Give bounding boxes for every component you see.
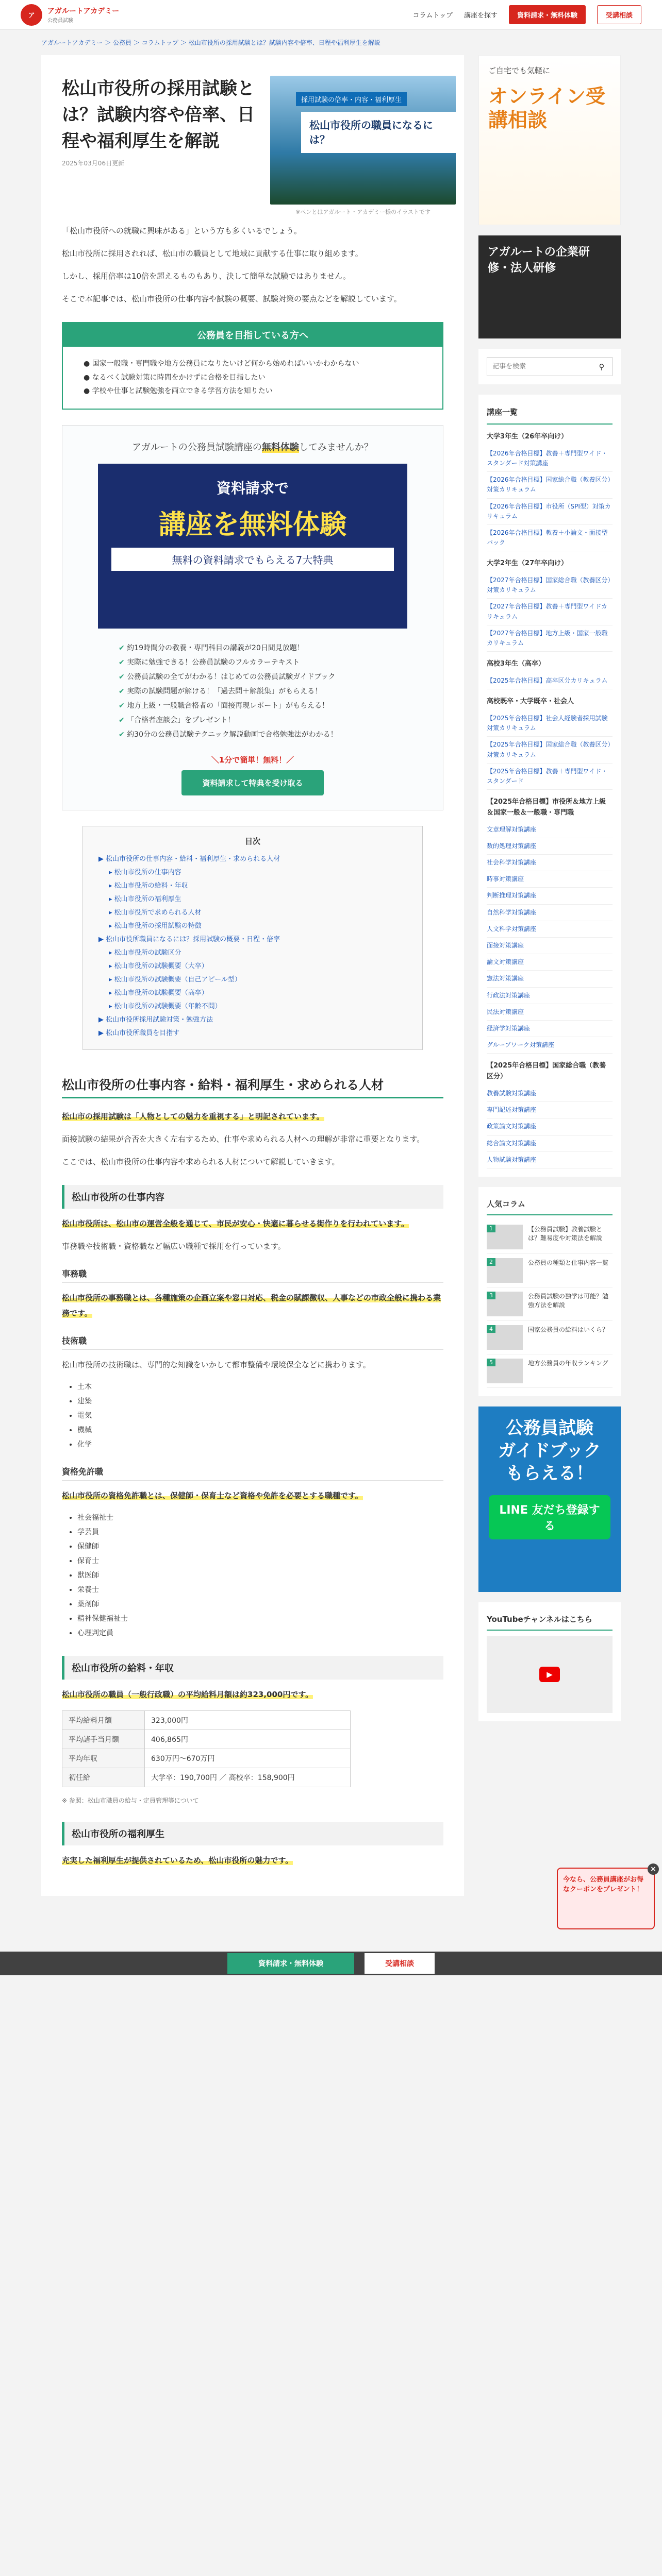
floating-coupon-ad[interactable]: × 今なら、公務員講座がお得なクーポンをプレゼント！ (557, 1868, 655, 1929)
list-item: • 学芸員 (77, 1525, 443, 1539)
table-row: 平均年収 630万円〜670万円 (62, 1749, 351, 1768)
category-link[interactable]: 経済学対策講座 (487, 1021, 613, 1037)
ad-big-text: オンライン受講相談 (488, 85, 605, 131)
hero-caption: ※ペンとはアガルート・アカデミー様のイラストです (295, 209, 431, 215)
nav-find-course[interactable]: 講座を探す (464, 12, 498, 20)
header-request-button[interactable]: 資料請求・無料体験 (509, 5, 586, 24)
target-reader-heading: 公務員を目指している方へ (63, 323, 442, 347)
youtube-box[interactable] (478, 1602, 621, 1721)
category-link[interactable]: 専門記述対策講座 (487, 1102, 613, 1118)
search-input[interactable] (487, 358, 591, 376)
popular-heading: 人気コラム (487, 1195, 613, 1215)
category-link[interactable]: 数的処理対策講座 (487, 838, 613, 855)
job-type-heading: 資格免許職 (62, 1462, 443, 1481)
category-link[interactable]: 政策論文対策講座 (487, 1118, 613, 1135)
category-link[interactable]: 教養試験対策講座 (487, 1086, 613, 1102)
list-item: • 建築 (77, 1394, 443, 1409)
list-item: • 社会福祉士 (77, 1511, 443, 1525)
intro-paragraph: しかし、採用倍率は10倍を超えるものもあり、決して簡単な試験ではありません。 (62, 272, 351, 281)
header-consult-button[interactable]: 受講相談 (597, 5, 641, 24)
category-link[interactable]: 【2025年合格目標】国家総合職（教養区分）対策カリキュラム (487, 737, 613, 763)
table-row: 平均諸手当月額 406,865円 (62, 1730, 351, 1749)
ranking-item[interactable] (487, 1221, 613, 1254)
list-item: • 機械 (77, 1423, 443, 1437)
article (41, 55, 464, 1896)
category-link[interactable]: 【2027年合格目標】教養＋専門型ワイドカリキュラム (487, 599, 613, 625)
ranking-number: 1 (487, 1225, 495, 1232)
ranking-title: 地方公務員の年収ランキング (528, 1359, 608, 1367)
ranking-item[interactable] (487, 1287, 613, 1321)
category-link[interactable]: 総合論文対策講座 (487, 1136, 613, 1152)
paragraph: ここでは、松山市役所の仕事内容や求められる人材について解説していきます。 (62, 1157, 340, 1166)
toc-item[interactable]: ▶ 松山市役所採用試験対策・勉強方法 (98, 1015, 213, 1024)
toc-item[interactable]: ▶ 松山市役所の仕事内容・給料・福利厚生・求められる人材 (98, 855, 280, 863)
course-list-heading: 講座一覧 (487, 403, 613, 425)
benefit-item: ✔ 約30分の公務員試験テクニック解説動画で合格勉強法がわかる！ (119, 727, 387, 742)
article-title: 松山市役所の採用試験とは？試験内容や倍率、日程や福利厚生を解説 (62, 78, 255, 151)
toc-item[interactable]: ▶ 松山市役所職員になるには？採用試験の概要・日程・倍率 (98, 935, 280, 943)
toc-item[interactable]: ▸ 松山市役所の試験区分 (109, 948, 181, 957)
category-link[interactable]: 【2026年合格目標】市役所（SPI型）対策カリキュラム (487, 499, 613, 525)
category-link[interactable]: 【2025年合格目標】高卒区分カリキュラム (487, 673, 613, 689)
list-item: • 化学 (77, 1437, 443, 1452)
intro-paragraph: 松山市役所に採用されれば、松山市の職員として地域に貢献する仕事に取り組めます。 (62, 249, 363, 258)
category-link[interactable]: 【2027年合格目標】国家総合職（教養区分）対策カリキュラム (487, 572, 613, 599)
category-link[interactable]: 論文対策講座 (487, 954, 613, 971)
ranking-title: 【公務員試験】教養試験とは？難易度や対策法を解説 (528, 1225, 603, 1242)
benefit-item: ✔ 約19時間分の教養・専門科目の講義が20日間見放題！ (119, 641, 387, 655)
hero-badge: 松山市役所の職員になるには？ (301, 112, 456, 153)
ad-small-text: ご自宅でも気軽に (488, 66, 551, 75)
promo-title: アガルートの公務員試験講座の無料体験してみませんか？ (132, 442, 373, 453)
updated-date: 2025年03月06日更新 (62, 160, 125, 167)
popular-columns (478, 1187, 621, 1396)
ranking-thumbnail (487, 1225, 523, 1249)
ranking-thumbnail (487, 1292, 523, 1316)
list-item: • 電気 (77, 1409, 443, 1423)
category-link[interactable]: グループワーク対策講座 (487, 1037, 613, 1054)
category-link[interactable]: 人文科学対策講座 (487, 921, 613, 938)
toc-item[interactable]: ▸ 松山市役所の試験概要（自己アピール型） (109, 975, 241, 984)
category-group: 大学2年生（27年卒向け） (487, 560, 568, 568)
list-item: • 土木 (77, 1380, 443, 1394)
hero-tag: 採用試験の倍率・内容・福利厚生 (296, 92, 407, 106)
table-row: 初任給 大学卒：190,700円 ／ 高校卒：158,900円 (62, 1768, 351, 1787)
toc-item[interactable]: ▸ 松山市役所の試験概要（大卒） (109, 962, 208, 970)
benefit-list (119, 641, 387, 742)
free-trial-promo (62, 425, 443, 810)
line-add-button[interactable]: LINE 友だち登録する (489, 1495, 610, 1539)
category-link[interactable]: 民法対策講座 (487, 1004, 613, 1021)
source-note[interactable]: ※ 参照：松山市職員の給与・定員管理等について (62, 1797, 199, 1804)
category-group: 【2025年合格目標】国家総合職（教養区分） (487, 1062, 606, 1081)
breadcrumb[interactable]: アガルートアカデミー ＞ 公務員 ＞ コラムトップ ＞ 松山市役所の採用試験とは？試験内容や倍率、日程や福利厚生を解説 (41, 39, 380, 46)
ranking-title: 公務員試験の独学は可能？勉強方法を解説 (528, 1292, 609, 1309)
category-link[interactable]: 面接対策講座 (487, 938, 613, 954)
category-link[interactable]: 憲法対策講座 (487, 971, 613, 987)
ranking-number: 3 (487, 1292, 495, 1299)
section-heading: 松山市役所の仕事内容・給料・福利厚生・求められる人材 (62, 1071, 443, 1098)
benefit-item: ✔ 実際の試験問題が解ける！「過去問＋解説集」がもらえる！ (119, 684, 387, 699)
category-link[interactable]: 自然科学対策講座 (487, 905, 613, 921)
ranking-title: 公務員の種類と仕事内容一覧 (528, 1259, 609, 1266)
table-of-contents (82, 826, 423, 1050)
category-link[interactable]: 【2026年合格目標】国家総合職（教養区分）対策カリキュラム (487, 472, 613, 498)
guide-line1: 公務員試験 (506, 1417, 593, 1438)
job-type-heading: 技術職 (62, 1331, 443, 1350)
cta-note: ＼1分で簡単！無料！／ (211, 755, 294, 765)
category-group: 大学3年生（26年卒向け） (487, 433, 568, 440)
intro-paragraph: そこで本記事では、松山市役所の仕事内容や試験の概要、試験対策の要点などを解説しています。 (62, 294, 402, 303)
floating-request-button[interactable]: 資料請求・無料体験 (227, 1953, 354, 1974)
corporate-training-ad[interactable] (478, 235, 621, 338)
search-icon[interactable]: ⚲ (599, 362, 605, 371)
toc-item[interactable]: ▸ 松山市役所の給料・年収 (109, 882, 188, 890)
guide-line3: もらえる！ (506, 1463, 593, 1484)
list-item: • 保育士 (77, 1554, 443, 1568)
promo-banner-line1: 資料請求で (216, 479, 289, 497)
category-group: 高校3年生（高卒） (487, 660, 545, 668)
play-icon: ▶ (539, 1667, 560, 1682)
ranking-title: 国家公務員の給料はいくら？ (528, 1326, 609, 1333)
toc-item[interactable]: ▸ 松山市役所の福利厚生 (109, 895, 181, 903)
promo-banner-line2: 講座を無料体験 (158, 509, 346, 540)
highlight-text: 松山市の採用試験は「人物としての魅力を重視する」と明記されています。 (62, 1111, 324, 1121)
list-item: • 心理判定員 (77, 1626, 443, 1640)
category-link[interactable]: 【2025年合格目標】教養＋専門型ワイド・スタンダード (487, 764, 613, 790)
list-item: • 獣医師 (77, 1568, 443, 1583)
youtube-thumbnail[interactable] (487, 1636, 613, 1713)
floating-cta-bar (0, 1952, 662, 1975)
qualification-job-list (62, 1511, 443, 1640)
promo-banner-line3: 無料の資料請求でもらえる7大特典 (111, 548, 394, 571)
toc-item[interactable]: ▶ 松山市役所職員を目指す (98, 1029, 180, 1037)
promo-banner[interactable] (98, 464, 407, 629)
subsection-heading: 松山市役所の給料・年収 (62, 1656, 443, 1680)
logo-name: アガルートアカデミー (47, 7, 120, 15)
table-row: 平均給料月額 323,000円 (62, 1710, 351, 1730)
category-group: 高校既卒・大学既卒・社会人 (487, 698, 574, 706)
intro-paragraph: 「松山市役所への就職に興味がある」という方も多くいるでしょう。 (62, 226, 302, 235)
subsection-heading: 松山市役所の仕事内容 (62, 1185, 443, 1209)
category-link[interactable]: 【2027年合格目標】地方上級・国家一般職カリキュラム (487, 625, 613, 652)
sidebar (478, 55, 621, 1896)
category-group: 【2025年合格目標】市役所＆地方上級＆国家一般＆一般職・専門職 (487, 798, 606, 817)
list-item: • 精神保健福祉士 (77, 1612, 443, 1626)
course-list (478, 395, 621, 1177)
paragraph: 面接試験の結果が合否を大きく左右するため、仕事や求められる人材への理解が非常に重要となります。 (62, 1134, 425, 1144)
category-link[interactable]: 判断推理対策講座 (487, 888, 613, 904)
guidebook-ad[interactable] (478, 1406, 621, 1592)
site-header (0, 0, 662, 30)
ranking-item[interactable] (487, 1354, 613, 1388)
highlight-text: 松山市役所は、松山市の運営全般を通じて、市民が安心・快適に暮らせる街作りを行われています。 (62, 1218, 409, 1228)
nav-column-top[interactable]: コラムトップ (412, 12, 453, 20)
ranking-thumbnail (487, 1359, 523, 1383)
floating-consult-button[interactable]: 受講相談 (365, 1953, 435, 1974)
guide-line2: ガイドブック (498, 1440, 601, 1462)
category-link[interactable]: 文章理解対策講座 (487, 822, 613, 838)
highlight-text: 充実した福利厚生が提供されているため、松山市役所の魅力です。 (62, 1856, 293, 1866)
list-item: • 薬剤師 (77, 1597, 443, 1612)
benefit-item: ✔ 地方上級・一般職合格者の「面接再現レポート」がもらえる！ (119, 699, 387, 713)
toc-item[interactable]: ▸ 松山市役所で求められる人材 (109, 908, 202, 917)
highlight-text: 松山市役所の資格免許職とは、保健師・保育士など資格や免許を必要とする職種です。 (62, 1490, 363, 1500)
ranking-item[interactable] (487, 1321, 613, 1354)
ranking-thumbnail (487, 1258, 523, 1283)
target-reader-item: ● 国家一般職・専門職や地方公務員になりたいけど何から始めればいいかわからない (84, 360, 359, 368)
tech-job-list (62, 1380, 443, 1452)
request-material-button[interactable]: 資料請求して特典を受け取る (181, 770, 323, 795)
job-type-heading: 事務職 (62, 1264, 443, 1283)
toc-item[interactable]: ▸ 松山市役所の試験概要（年齢不問） (109, 1002, 222, 1010)
target-reader-box (62, 322, 443, 410)
category-link[interactable]: 時事対策講座 (487, 871, 613, 888)
hero-image (270, 76, 456, 205)
ranking-item[interactable] (487, 1254, 613, 1287)
ad-title: アガルートの企業研修・法人研修 (488, 246, 590, 275)
ranking-number: 2 (487, 1258, 495, 1266)
highlight-text: 松山市役所の事務職とは、各種施策の企画立案や窓口対応、税金の賦課徴収、人事などの市政全般に携わる業務です。 (62, 1293, 441, 1318)
category-link[interactable]: 人物試験対策講座 (487, 1152, 613, 1168)
category-link[interactable]: 行政法対策講座 (487, 988, 613, 1004)
highlight-text: 松山市役所の職員（一般行政職）の平均給料月額は約323,000円です。 (62, 1689, 313, 1699)
paragraph: 事務職や技術職・資格職など幅広い職種で採用を行っています。 (62, 1241, 286, 1251)
online-consult-ad[interactable] (478, 55, 621, 225)
logo-mark: ア (21, 4, 42, 26)
ranking-number: 5 (487, 1359, 495, 1366)
benefit-item: ✔ 実際に勉強できる！公務員試験のフルカラーテキスト (119, 655, 387, 670)
subsection-heading: 松山市役所の福利厚生 (62, 1822, 443, 1845)
category-link[interactable]: 【2026年合格目標】教養＋小論文・面接型パック (487, 525, 613, 551)
youtube-heading: YouTubeチャンネルはこちら (487, 1611, 613, 1631)
ranking-number: 4 (487, 1325, 495, 1333)
list-item: • 栄養士 (77, 1583, 443, 1597)
toc-item[interactable]: ▸ 松山市役所の試験概要（高卒） (109, 989, 208, 997)
target-reader-item: ● 学校や仕事と試験勉強を両立できる学習方法を知りたい (84, 387, 273, 396)
toc-item[interactable]: ▸ 松山市役所の採用試験の特徴 (109, 922, 202, 930)
paragraph: 松山市役所の技術職は、専門的な知識をいかして都市整備や環境保全などに携わります。 (62, 1360, 371, 1369)
close-icon[interactable]: × (648, 1863, 659, 1875)
salary-table (62, 1710, 351, 1787)
category-link[interactable]: 【2026年合格目標】教養＋専門型ワイド・スタンダード対策講座 (487, 446, 613, 472)
list-item: • 保健師 (77, 1539, 443, 1554)
toc-item[interactable]: ▸ 松山市役所の仕事内容 (109, 868, 181, 876)
target-reader-item: ● なるべく試験対策に時間をかけずに合格を目指したい (84, 373, 266, 382)
category-link[interactable]: 【2025年合格目標】社会人経験者採用試験対策カリキュラム (487, 710, 613, 737)
search-box (487, 357, 613, 376)
logo-sub: 公務員試験 (47, 18, 73, 24)
toc-heading: 目次 (244, 836, 260, 846)
ranking-thumbnail (487, 1325, 523, 1350)
benefit-item: ✔ 公務員試験の全てがわかる！はじめての公務員試験ガイドブック (119, 670, 387, 684)
benefit-item: ✔ 「合格者座談会」をプレゼント！ (119, 713, 387, 727)
category-link[interactable]: 社会科学対策講座 (487, 855, 613, 871)
site-logo[interactable] (21, 4, 119, 26)
